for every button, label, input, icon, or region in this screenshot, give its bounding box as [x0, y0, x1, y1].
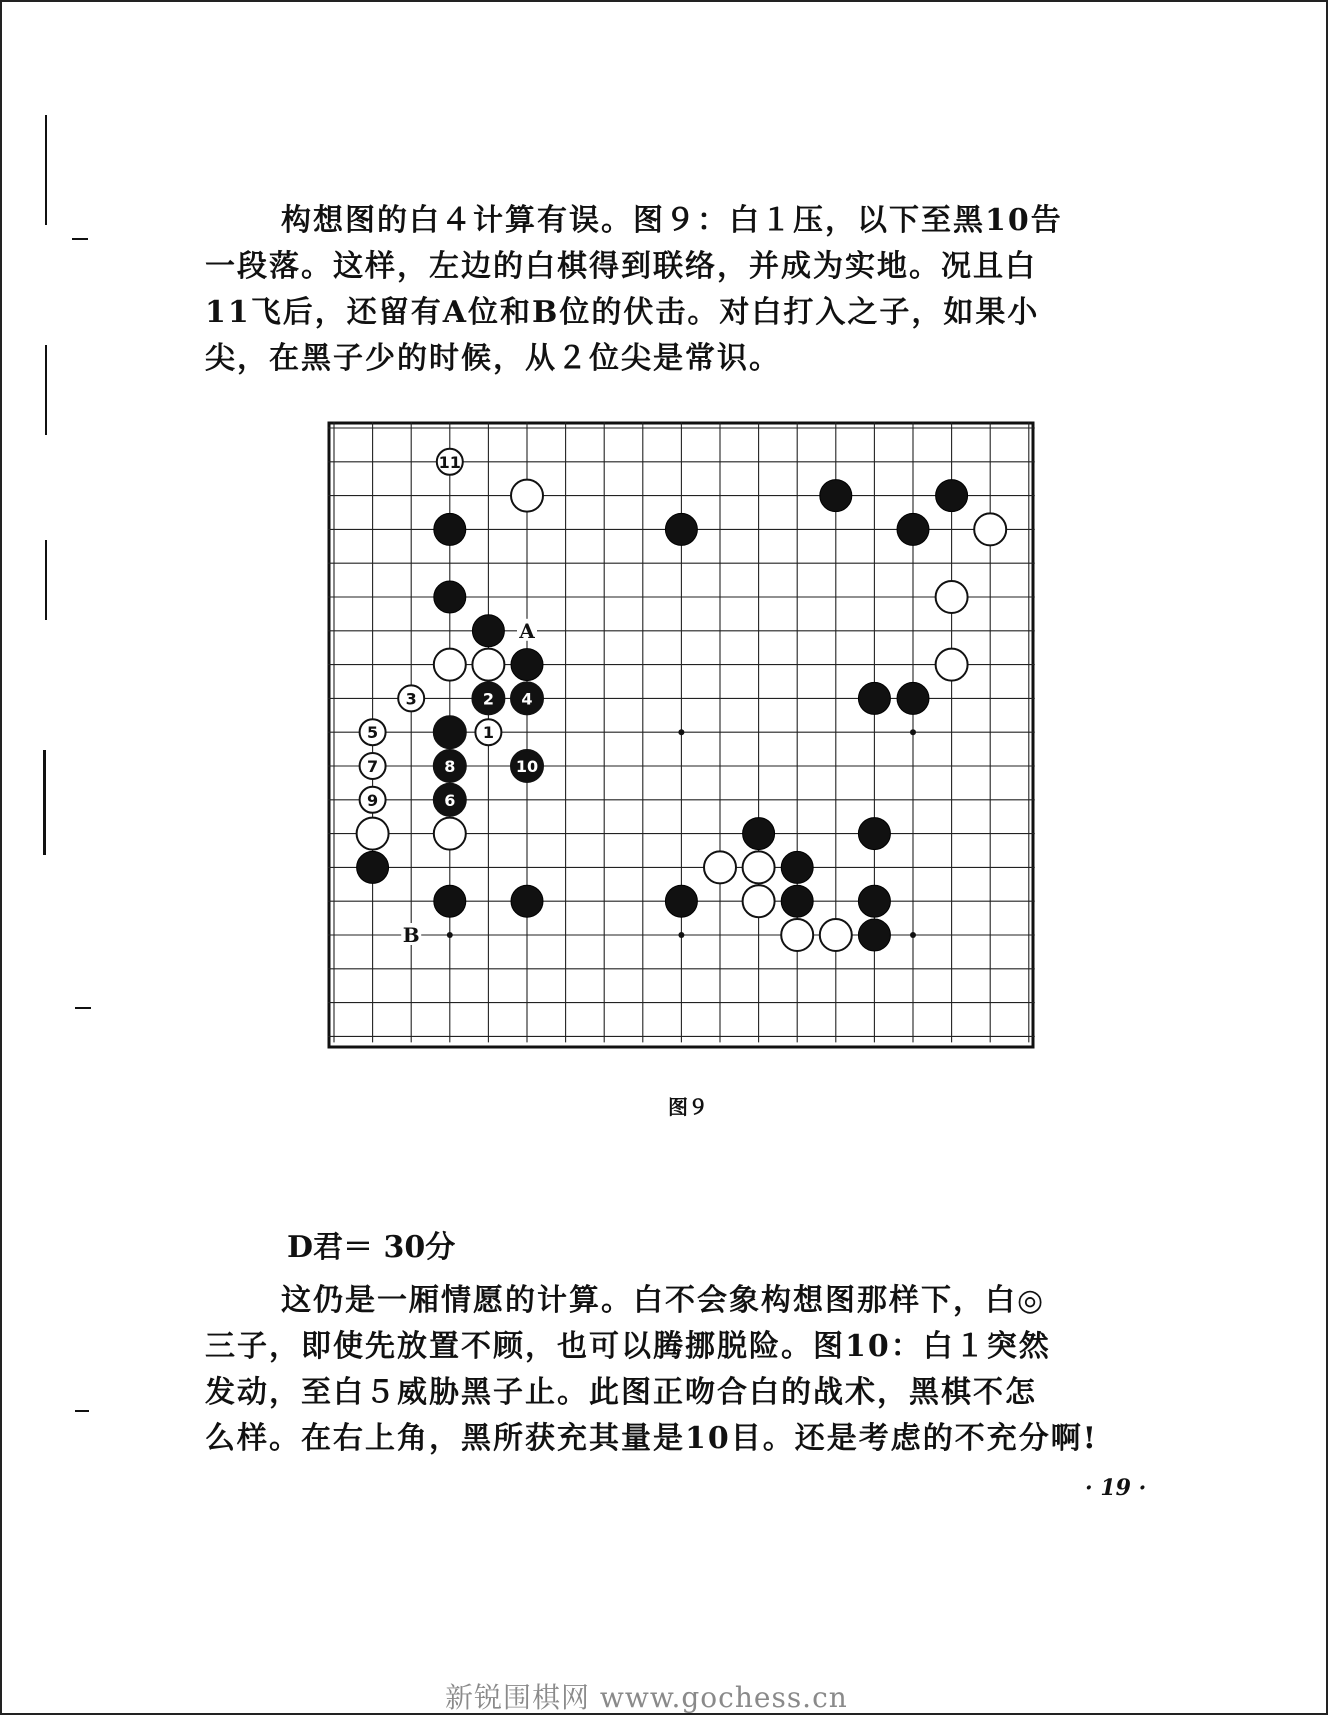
black-stone: [743, 818, 775, 850]
star-point: [910, 729, 916, 735]
margin-mark: [75, 1410, 89, 1412]
text-line: 构想图的白４计算有误。图９：白１压，以下至黑10告: [281, 203, 1063, 238]
black-numbered-stone: [434, 716, 466, 748]
stone-number: 2: [482, 689, 494, 709]
text-line: 一段落。这样，左边的白棋得到联络，并成为实地。况且白: [205, 249, 1037, 284]
black-stone: [858, 818, 890, 850]
black-stone: [897, 682, 929, 714]
white-stone: [936, 649, 968, 681]
white-stone: [820, 919, 852, 951]
text-line: 么样。在右上角，黑所获充其量是10目。还是考虑的不充分啊!: [205, 1421, 1098, 1456]
text-line: 这仍是一厢情愿的计算。白不会象构想图那样下，白◎: [281, 1283, 1046, 1318]
white-stone: [434, 649, 466, 681]
text-line: 尖，在黑子少的时候，从２位尖是常识。: [205, 341, 781, 376]
black-stone: [357, 851, 389, 883]
star-point: [678, 729, 684, 735]
black-stone: [472, 615, 504, 647]
black-stone: [936, 480, 968, 512]
stone-number: 8: [444, 757, 456, 776]
go-board: [326, 420, 1036, 1060]
black-stone: [781, 885, 813, 917]
star-point: [678, 932, 684, 938]
point-label-a: A: [519, 618, 535, 643]
figure-caption: 图９: [668, 1095, 708, 1119]
star-point: [910, 932, 916, 938]
watermark: 新锐围棋网 www.gochess.cn: [445, 1681, 848, 1714]
stone-number: 1: [482, 723, 494, 743]
text-line: 发动，至白５威胁黑子止。此图正吻合白的战术，黑棋不怎: [205, 1375, 1037, 1410]
black-stone: [434, 885, 466, 917]
black-stone: [858, 885, 890, 917]
stone-number: 7: [367, 757, 379, 776]
black-stone: [820, 480, 852, 512]
white-stone: [781, 919, 813, 951]
black-stone: [665, 513, 697, 545]
black-stone: [665, 885, 697, 917]
stone-number: 6: [444, 790, 456, 810]
page-number: · 19 ·: [1085, 1475, 1147, 1501]
white-stone: [704, 851, 736, 883]
margin-mark: [45, 115, 47, 225]
white-stone: [434, 818, 466, 850]
margin-mark: [72, 238, 88, 240]
stone-number: 3: [405, 689, 417, 709]
section-heading: D君＝ 30分: [287, 1230, 456, 1265]
paragraph-1: [205, 195, 1180, 379]
white-stone: [743, 851, 775, 883]
white-stone: [357, 818, 389, 850]
stone-number: 9: [367, 790, 379, 810]
black-stone: [858, 682, 890, 714]
black-stone: [781, 851, 813, 883]
paragraph-2: [205, 1275, 1180, 1459]
point-label-b: B: [402, 923, 420, 947]
go-board-figure: [326, 420, 1036, 1060]
white-stone: [743, 885, 775, 917]
white-stone: [936, 581, 968, 613]
white-stone: [472, 649, 504, 681]
margin-mark: [45, 540, 47, 620]
text-line: 三子，即使先放置不顾，也可以腾挪脱险。图10：白１突然: [205, 1329, 1051, 1364]
white-stone: [974, 513, 1006, 545]
stone-number: 5: [367, 723, 379, 743]
margin-mark: [43, 750, 46, 855]
stone-number: 11: [438, 452, 461, 472]
black-stone: [434, 581, 466, 613]
black-stone: [858, 919, 890, 951]
margin-mark: [45, 345, 47, 435]
black-stone: [897, 513, 929, 545]
star-point: [447, 932, 453, 938]
black-stone: [511, 649, 543, 681]
black-stone: [434, 513, 466, 545]
white-stone: [511, 480, 543, 512]
text-line: 11飞后，还留有A位和B位的伏击。对白打入之子，如果小: [205, 295, 1040, 330]
stone-number: 10: [515, 757, 539, 776]
black-stone: [511, 885, 543, 917]
stone-number: 4: [521, 689, 533, 709]
margin-mark: [75, 1007, 91, 1009]
